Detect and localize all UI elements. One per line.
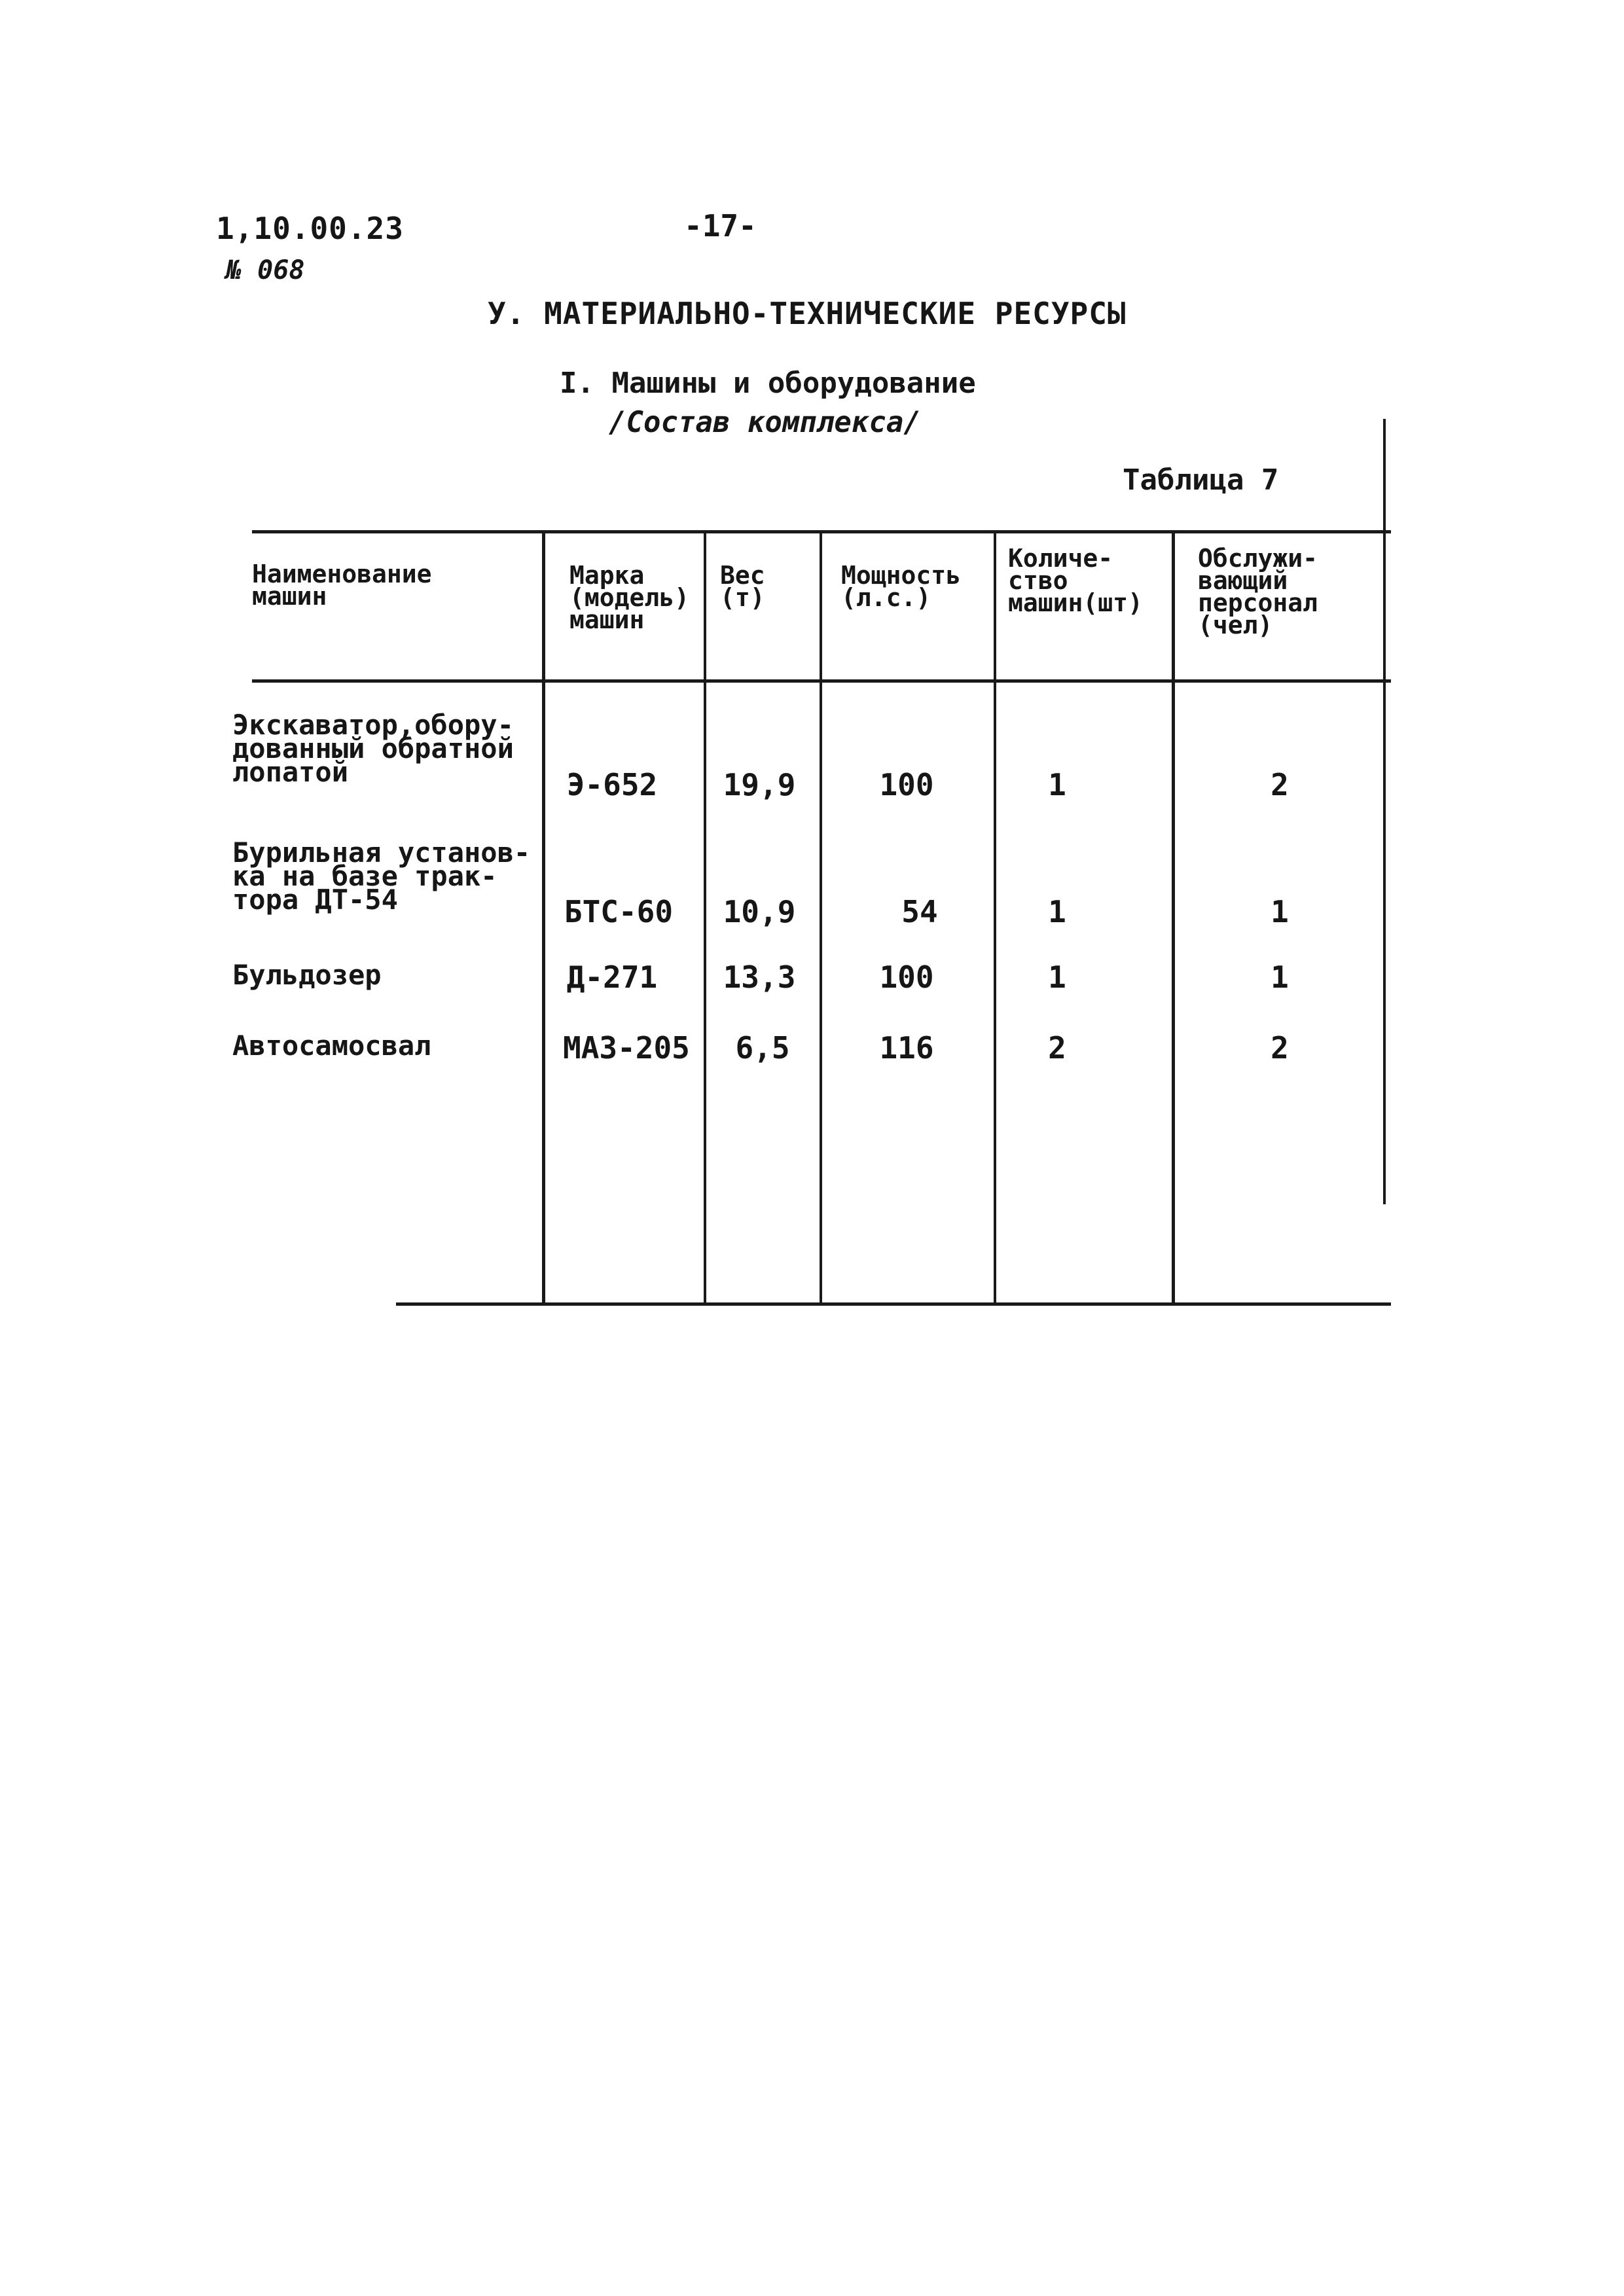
row-1-model: Э-652 — [566, 767, 658, 802]
row-3-quantity: 1 — [1048, 960, 1066, 995]
header-quantity: Количе- ство машин(шт) — [1008, 544, 1143, 617]
row-2-power: 54 — [901, 894, 938, 929]
subsection-title: I. Машины и оборудование — [560, 367, 976, 400]
row-2-staff: 1 — [1271, 894, 1289, 929]
page-number: -17- — [684, 208, 757, 243]
document-code-handwritten: № 068 — [226, 255, 305, 285]
row-3-staff: 1 — [1271, 960, 1289, 995]
column-divider-5 — [1172, 531, 1175, 1305]
row-4-model: МАЗ-205 — [563, 1030, 690, 1066]
row-3-weight: 13,3 — [723, 960, 796, 995]
subsection-subtitle: /Состав комплекса/ — [609, 406, 921, 439]
row-4-power: 116 — [879, 1030, 934, 1066]
header-staff: Обслужи- вающий персонал (чел) — [1198, 544, 1318, 639]
row-1-staff: 2 — [1271, 767, 1289, 802]
row-1-quantity: 1 — [1048, 767, 1066, 802]
row-3-power: 100 — [879, 960, 934, 995]
column-divider-3 — [820, 531, 822, 1305]
table-bottom-rule — [396, 1302, 1391, 1306]
header-power: Мощность (л.с.) — [841, 561, 962, 612]
header-name: Наименование машин — [252, 560, 432, 611]
column-divider-4 — [994, 531, 996, 1305]
section-title: У. МАТЕРИАЛЬНО-ТЕХНИЧЕСКИЕ РЕСУРСЫ — [488, 296, 1127, 331]
row-2-name: Бурильная установ- ка на базе трак- тора ДТ-54 — [232, 836, 531, 916]
table-header-rule — [252, 679, 1391, 683]
row-2-quantity: 1 — [1048, 894, 1066, 929]
row-4-weight: 6,5 — [735, 1030, 790, 1066]
row-4-staff: 2 — [1271, 1030, 1289, 1066]
row-4-quantity: 2 — [1048, 1030, 1066, 1066]
table-label: Таблица 7 — [1123, 463, 1279, 497]
row-1-power: 100 — [879, 767, 934, 802]
row-3-name: Бульдозер — [232, 959, 382, 991]
row-3-model: Д-271 — [566, 960, 658, 995]
row-4-name: Автосамосвал — [232, 1030, 431, 1062]
column-divider-1 — [542, 531, 545, 1305]
row-2-weight: 10,9 — [723, 894, 796, 929]
document-code: 1,10.00.23 — [216, 211, 404, 246]
column-divider-2 — [704, 531, 706, 1305]
header-weight: Вес (т) — [720, 561, 765, 612]
row-2-model: БТС-60 — [564, 894, 674, 929]
row-1-name: Экскаватор,обору- дованный обратной лопатой — [232, 709, 514, 788]
header-model: Марка (модель) машин — [569, 561, 690, 634]
table-top-rule — [252, 530, 1391, 533]
row-1-weight: 19,9 — [723, 767, 796, 802]
right-edge-rule — [1383, 419, 1386, 1204]
